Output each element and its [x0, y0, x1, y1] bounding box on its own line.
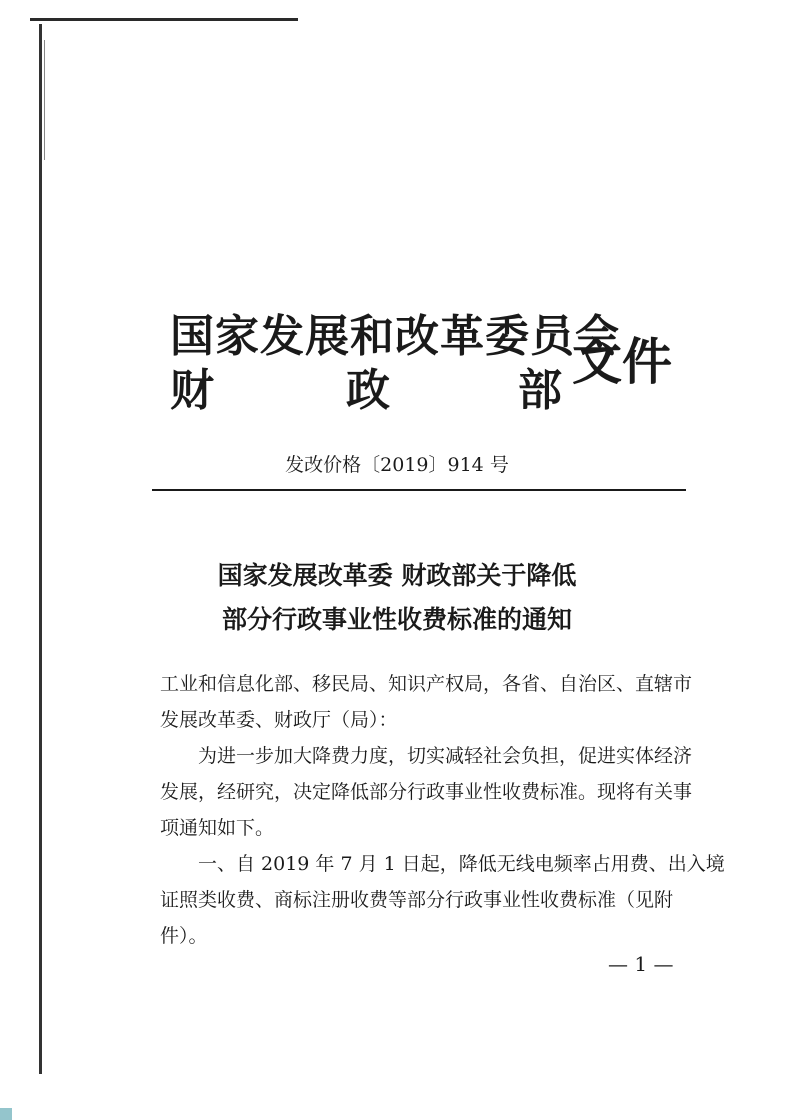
- scan-edge-left-inner: [44, 40, 45, 160]
- page-number: — 1 —: [608, 952, 674, 976]
- scan-edge-top: [30, 18, 298, 21]
- body-line: 一、自 2019 年 7 月 1 日起，降低无线电频率占用费、出入境: [198, 853, 725, 875]
- scan-edge-left: [39, 24, 42, 1074]
- org-name-mof-char-1: 财: [170, 365, 214, 416]
- body-line: 项通知如下。: [160, 817, 275, 839]
- document-title-line-2: 部分行政事业性收费标准的通知: [221, 605, 572, 634]
- org-name-mof-char-2: 政: [346, 365, 390, 416]
- header-divider: [152, 489, 686, 491]
- body-line: 为进一步加大降费力度，切实减轻社会负担，促进实体经济: [198, 745, 693, 767]
- body-line: 工业和信息化部、移民局、知识产权局，各省、自治区、直辖市: [160, 673, 693, 695]
- body-line: 件）。: [160, 925, 208, 947]
- document-number: 发改价格〔2019〕914 号: [285, 454, 509, 476]
- org-name-mof-char-3: 部: [518, 365, 562, 416]
- body-line: 证照类收费、商标注册收费等部分行政事业性收费标准（见附: [160, 889, 674, 911]
- body-line: 发展，经研究，决定降低部分行政事业性收费标准。现将有关事: [160, 781, 693, 803]
- body-line: 发展改革委、财政厅（局）：: [160, 709, 398, 731]
- scan-corner-mark: [0, 1108, 12, 1120]
- org-name-ndrc: 国家发展和改革委员会: [170, 311, 620, 362]
- document-title-line-1: 国家发展改革委 财政部关于降低: [217, 561, 577, 590]
- document-suffix: 文件: [572, 332, 672, 391]
